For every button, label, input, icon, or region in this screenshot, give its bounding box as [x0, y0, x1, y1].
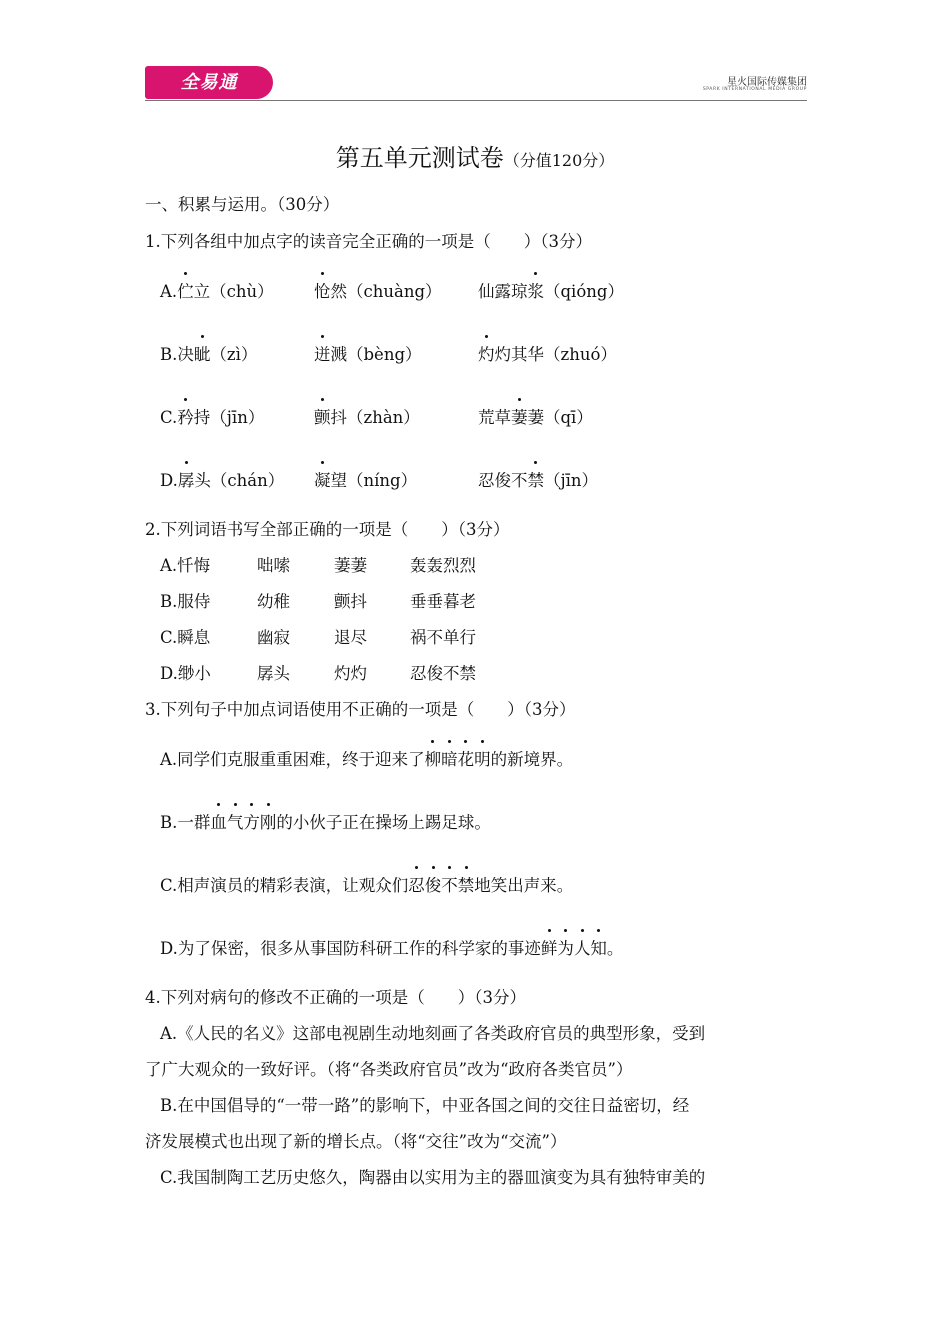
q1-option-c-item3: 荒草萋萋（qī） [478, 404, 593, 428]
emphasis-char: 明 [474, 746, 491, 770]
q2-b-word1: B.服侍 [160, 592, 211, 611]
title-main: 第五单元测试卷 [335, 144, 504, 172]
emphasis-char: 人 [574, 935, 591, 959]
q2-a-word4: 轰轰烈烈 [410, 556, 476, 575]
q1-option-d-item2: 凝望（níng） [314, 467, 417, 491]
q3-option-a: A.同学们克服重重困难，终于迎来了柳暗花明的新境界。 [160, 746, 573, 770]
emphasis-char: 孱 [178, 467, 195, 491]
emphasis-char: 为 [557, 935, 574, 959]
emphasis-char: 刚 [260, 809, 277, 833]
q2-a-word1: A.忏悔 [160, 556, 211, 575]
emphasis-char: 禁 [528, 467, 545, 491]
q2-c-word3: 退尽 [334, 628, 367, 647]
q1-option-a-item2: 怆然（chuàng） [314, 278, 442, 302]
q2-b-word2: 幼稚 [257, 592, 290, 611]
emphasis-char: 血 [210, 809, 227, 833]
q2-c-word4: 祸不单行 [410, 628, 476, 647]
q3-option-b: B.一群血气方刚的小伙子正在操场上踢足球。 [160, 809, 491, 833]
q3-option-d: D.为了保密，很多从事国防科研工作的科学家的事迹鲜为人知。 [160, 935, 623, 959]
emphasis-char: 知 [590, 935, 607, 959]
q2-c-word1: C.瞬息 [160, 628, 211, 647]
emphasis-char: 怆 [314, 278, 331, 302]
emphasis-char: 伫 [177, 278, 194, 302]
emphasis-char: 方 [243, 809, 260, 833]
section-heading: 一、积累与运用。（30分） [145, 195, 340, 214]
q1-option-d-item3: 忍俊不禁（jīn） [478, 467, 598, 491]
q1-option-c-item2: 颤抖（zhàn） [314, 404, 420, 428]
q4-option-a-line1: A.《人民的名义》这部电视剧生动地刻画了各类政府官员的典型形象，受到 [160, 1024, 706, 1043]
q1-option-c-item1: C.矜持（jīn） [160, 404, 264, 428]
q2-a-word2: 咄嗦 [257, 556, 290, 575]
q4-option-b-line2: 济发展模式也出现了新的增长点。（将“交往”改为“交流”） [145, 1132, 567, 1151]
title-score-note: （分值120分） [503, 151, 615, 170]
q1-option-b-item2: 迸溅（bèng） [314, 341, 422, 365]
emphasis-char: 矜 [177, 404, 194, 428]
q4-option-a-line2: 了广大观众的一致好评。（将“各类政府官员”改为“政府各类官员”） [145, 1060, 633, 1079]
q1-option-a-item1: A.伫立（chù） [160, 278, 274, 302]
q2-d-word2: 孱头 [257, 664, 290, 683]
logo-text: 全易通 [180, 72, 238, 93]
q4-stem: 4.下列对病句的修改不正确的一项是（ ）（3分） [145, 988, 526, 1007]
emphasis-char: 眦 [194, 341, 211, 365]
emphasis-char: 灼 [478, 341, 495, 365]
q1-option-b-item3: 灼灼其华（zhuó） [478, 341, 617, 365]
emphasis-char: 不 [441, 872, 458, 896]
q1-option-b-item1: B.决眦（zì） [160, 341, 257, 365]
q2-stem: 2.下列词语书写全部正确的一项是（ ）（3分） [145, 520, 510, 539]
emphasis-char: 鲜 [541, 935, 558, 959]
q3-option-c: C.相声演员的精彩表演，让观众们忍俊不禁地笑出声来。 [160, 872, 573, 896]
q1-option-d-item1: D.孱头（chán） [160, 467, 284, 491]
emphasis-char: 气 [227, 809, 244, 833]
q2-c-word2: 幽寂 [257, 628, 290, 647]
q4-option-c-line1: C.我国制陶工艺历史悠久，陶器由以实用为主的器皿演变为具有独特审美的 [160, 1168, 706, 1187]
q2-d-word3: 灼灼 [334, 664, 367, 683]
q2-b-word3: 颤抖 [334, 592, 367, 611]
q2-a-word3: 萋萋 [334, 556, 367, 575]
brand-subtitle: SPARK INTERNATIONAL MEDIA GROUP [702, 87, 807, 92]
emphasis-char: 花 [458, 746, 475, 770]
emphasis-char: 颤 [314, 404, 331, 428]
emphasis-char: 柳 [425, 746, 442, 770]
emphasis-char: 浆 [528, 278, 545, 302]
q2-d-word1: D.缈小 [160, 664, 211, 683]
emphasis-char: 迸 [314, 341, 331, 365]
emphasis-char: 暗 [441, 746, 458, 770]
header-divider [145, 100, 807, 101]
emphasis-char: 俊 [425, 872, 442, 896]
emphasis-char: 忍 [408, 872, 425, 896]
q1-stem: 1.下列各组中加点字的读音完全正确的一项是（ ）（3分） [145, 232, 592, 251]
q1-option-a-item3: 仙露琼浆（qióng） [478, 278, 624, 302]
brand-name: 星火国际传媒集团 [727, 77, 807, 88]
logo-badge [145, 66, 273, 99]
emphasis-char: 凝 [314, 467, 331, 491]
page-title [0, 138, 950, 173]
q2-b-word4: 垂垂暮老 [410, 592, 476, 611]
q3-stem: 3.下列句子中加点词语使用不正确的一项是（ ）（3分） [145, 700, 576, 719]
emphasis-char: 禁 [458, 872, 475, 896]
emphasis-char: 萋 [511, 404, 528, 428]
q2-d-word4: 忍俊不禁 [410, 664, 476, 683]
q4-option-b-line1: B.在中国倡导的“一带一路”的影响下，中亚各国之间的交往日益密切，经 [160, 1096, 690, 1115]
